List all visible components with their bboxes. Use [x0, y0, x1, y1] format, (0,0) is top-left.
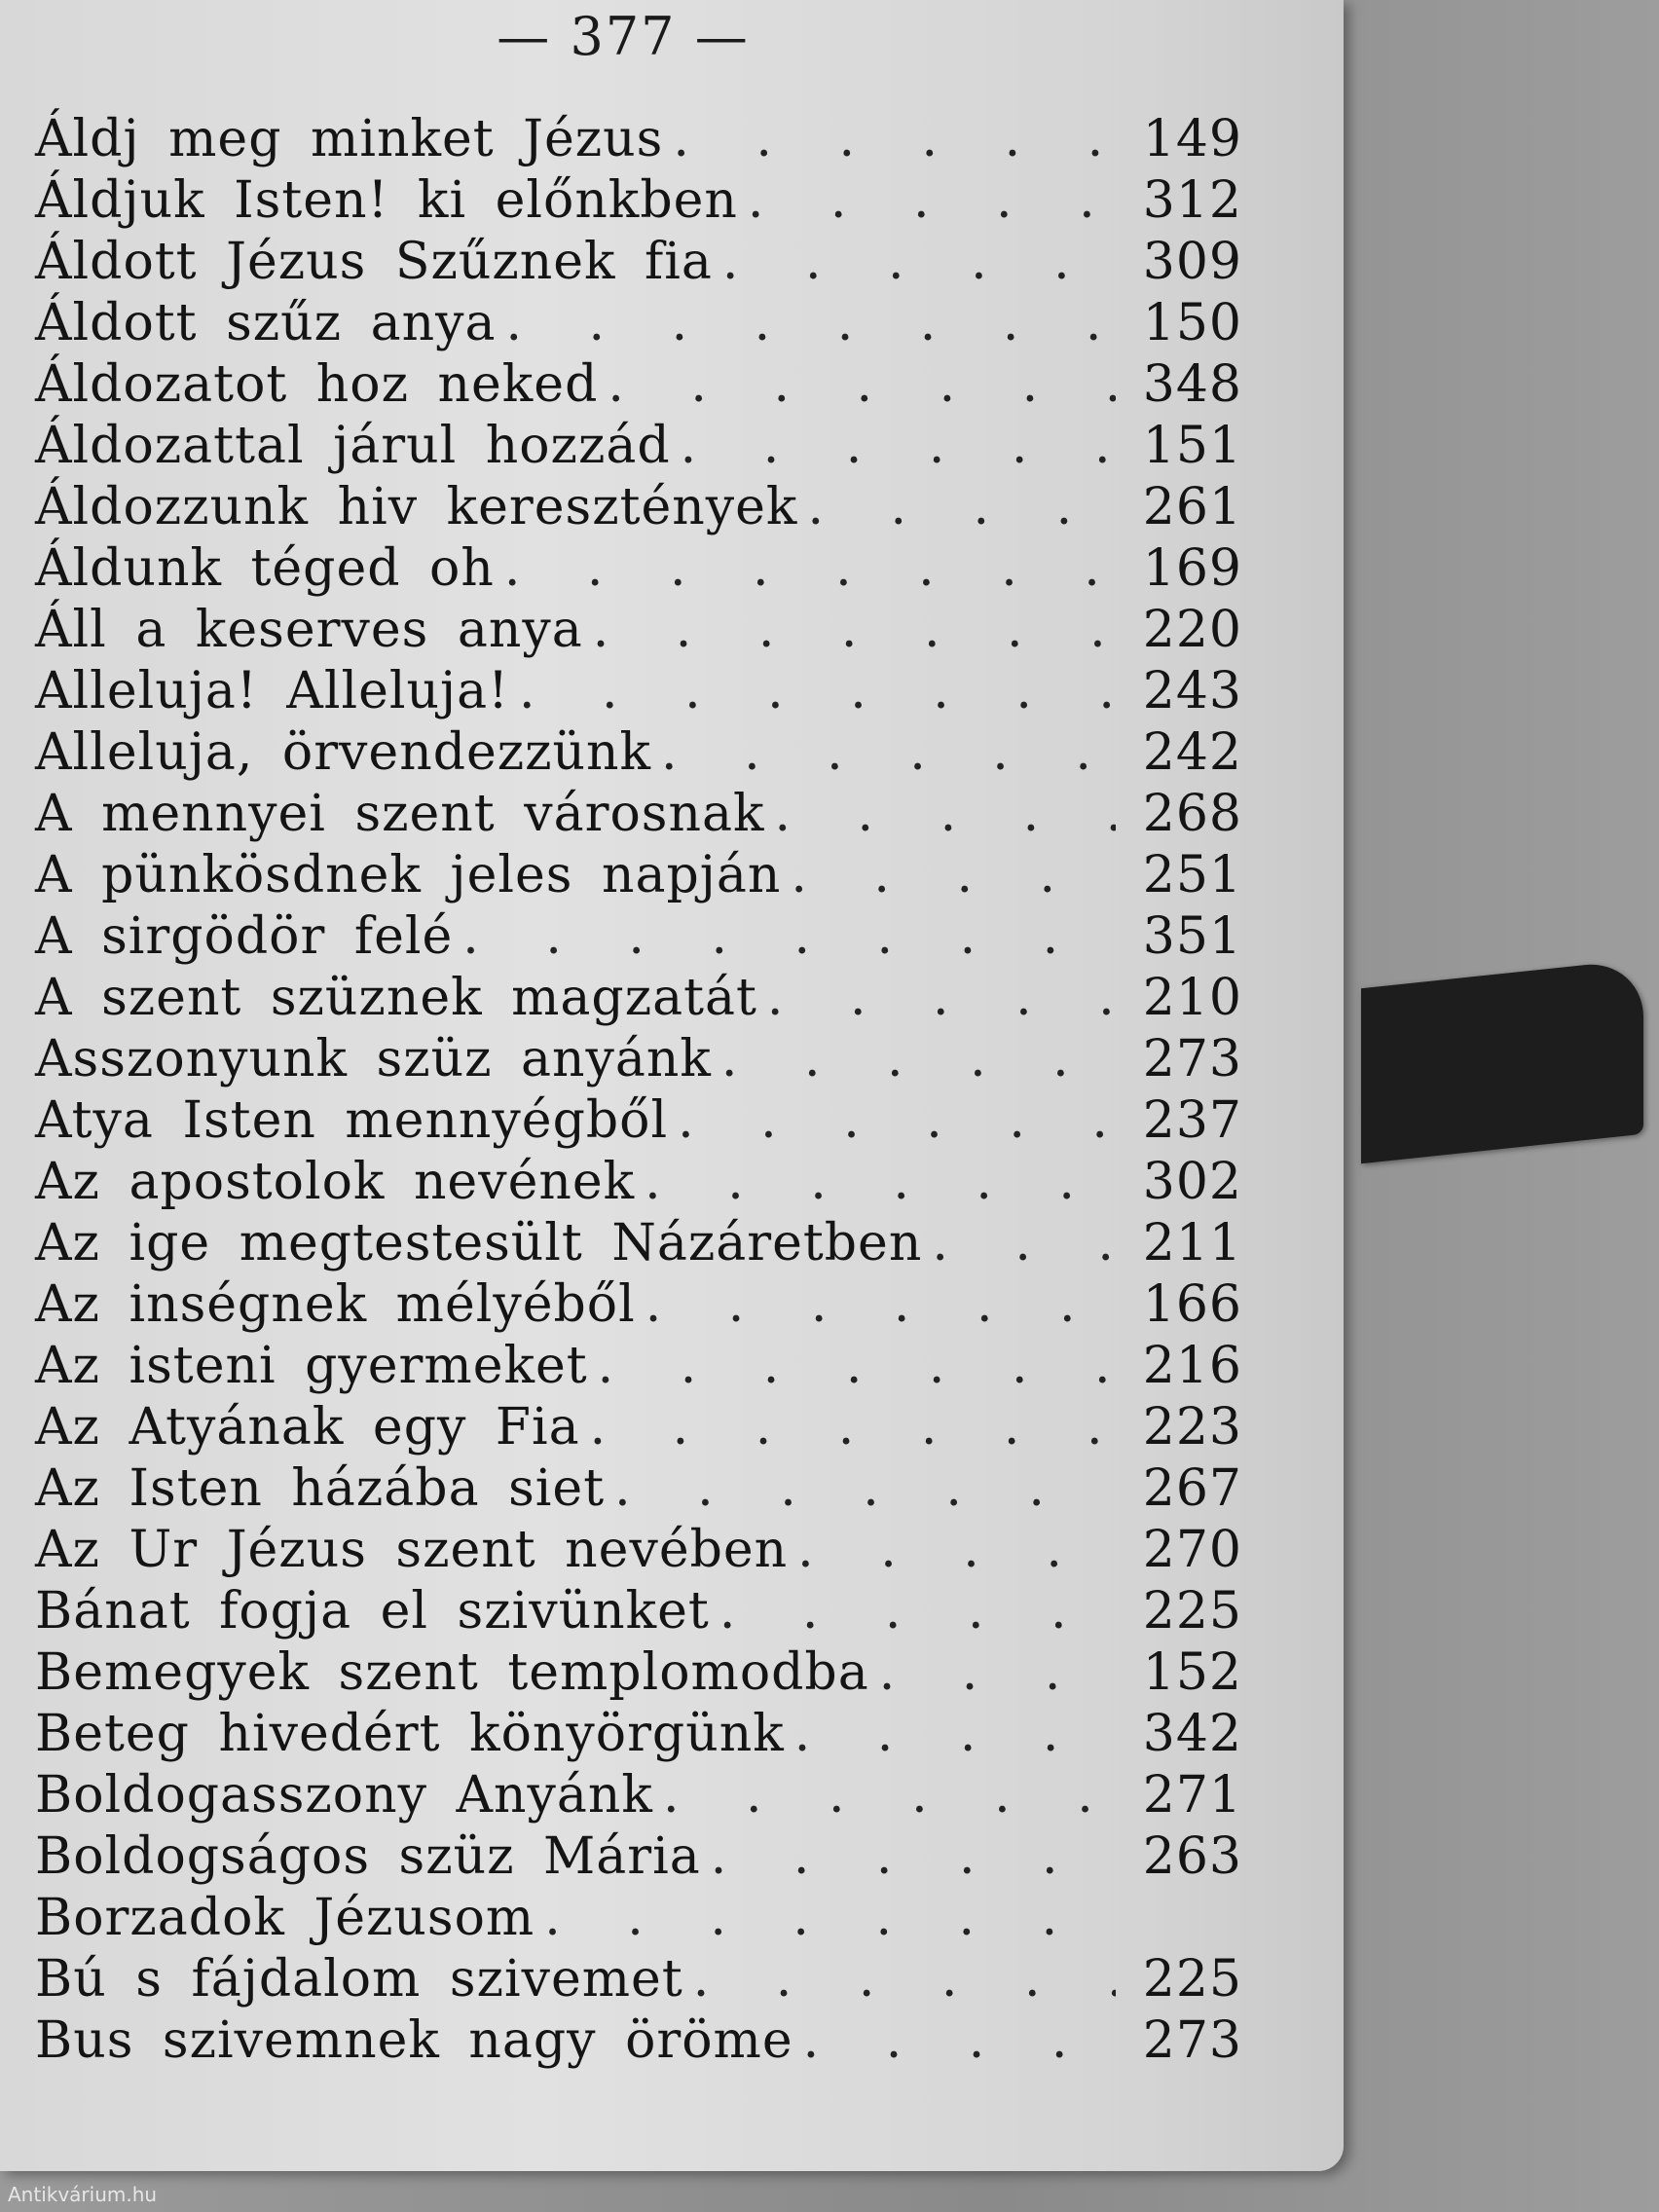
entry-title: Áldunk téged oh: [35, 539, 495, 598]
dot-leader: [544, 1888, 1116, 1949]
entry-page-number: 166: [1142, 1275, 1242, 1334]
dot-leader: [673, 109, 1116, 170]
index-entry: [35, 1152, 1242, 1213]
dot-leader: [794, 1704, 1116, 1765]
entry-title: Az inségnek mélyéből: [35, 1275, 636, 1334]
entry-page-number: 273: [1142, 1030, 1242, 1088]
entry-page-number: 268: [1142, 785, 1242, 843]
bookmark-ribbon: [1361, 959, 1643, 1163]
dot-leader: [719, 1581, 1116, 1642]
entry-page-number: 271: [1142, 1766, 1242, 1825]
dot-leader: [803, 2010, 1116, 2072]
dot-leader: [661, 722, 1116, 784]
entry-page-number: 312: [1142, 171, 1242, 230]
entry-title: Borzadok Jézusom: [35, 1889, 535, 1947]
dot-leader: [932, 1213, 1116, 1274]
entry-page-number: 261: [1142, 478, 1242, 536]
entry-title: Áldozattal járul hozzád: [35, 417, 671, 475]
entry-title: Beteg hivedért könyörgünk: [35, 1705, 785, 1763]
index-entry: [35, 1213, 1242, 1274]
entry-page-number: 351: [1142, 907, 1242, 966]
dot-leader: [505, 293, 1116, 354]
entry-page-number: 243: [1142, 662, 1242, 720]
entry-page-number: 150: [1142, 294, 1242, 352]
index-entry: [35, 1090, 1242, 1152]
index-entry: [35, 600, 1242, 661]
entry-title: Alleluja, örvendezzünk: [35, 723, 652, 782]
entry-title: Boldogasszony Anyánk: [35, 1766, 653, 1825]
index-entry: [35, 845, 1242, 906]
entry-page-number: 263: [1142, 1827, 1242, 1886]
index-entry: [35, 968, 1242, 1029]
index-entry: [35, 722, 1242, 784]
dot-leader: [598, 1336, 1116, 1397]
index-entry: [35, 1888, 1242, 1949]
index-entry: [35, 661, 1242, 722]
dot-leader: [791, 845, 1116, 906]
index-entry: [35, 1458, 1242, 1520]
entry-page-number: 225: [1142, 1582, 1242, 1641]
entry-title: Az Atyának egy Fia: [35, 1398, 580, 1456]
index-entry: [35, 109, 1242, 170]
entry-title: Az Ur Jézus szent nevében: [35, 1521, 789, 1579]
entry-page-number: 149: [1142, 110, 1242, 168]
entry-title: Az Isten házába siet: [35, 1459, 606, 1518]
index-entry: [35, 232, 1242, 293]
entry-title: Asszonyunk szüz anyánk: [35, 1030, 712, 1088]
dot-leader: [721, 1029, 1116, 1090]
dot-leader: [645, 1152, 1116, 1213]
index-entry: [35, 538, 1242, 600]
entry-title: Bus szivemnek nagy öröme: [35, 2011, 793, 2070]
entry-title: Áldott Jézus Szűznek fia: [35, 233, 713, 291]
dot-leader: [711, 1826, 1116, 1888]
page-number: — 377 —: [497, 6, 750, 67]
entry-page-number: 267: [1142, 1459, 1242, 1518]
entry-title: Bánat fogja el szivünket: [35, 1582, 710, 1641]
entry-page-number: 216: [1142, 1337, 1242, 1395]
dot-leader: [678, 1090, 1116, 1152]
dot-leader: [645, 1274, 1116, 1336]
entry-page-number: 273: [1142, 2011, 1242, 2070]
watermark: Antikvárium.hu: [8, 2183, 158, 2206]
dot-leader: [504, 538, 1116, 600]
dot-leader: [519, 661, 1116, 722]
entry-page-number: 242: [1142, 723, 1242, 782]
index-entry: [35, 170, 1242, 232]
index-entry: [35, 1765, 1242, 1826]
entry-title: A mennyei szent városnak: [35, 785, 765, 843]
entry-title: Áldjuk Isten! ki előnkben: [35, 171, 738, 230]
entry-page-number: 309: [1142, 233, 1242, 291]
dot-leader: [807, 477, 1116, 538]
entry-title: Áll a keserves anya: [35, 601, 583, 659]
index-entry: [35, 1949, 1242, 2010]
dot-leader: [462, 906, 1116, 968]
entry-title: A sirgödör felé: [35, 907, 454, 966]
index-entry: [35, 1826, 1242, 1888]
entry-title: Bú s fájdalom szivemet: [35, 1950, 683, 2009]
entry-title: Az ige megtestesült Názáretben: [35, 1214, 923, 1272]
dot-leader: [797, 1520, 1116, 1581]
dot-leader: [748, 170, 1116, 232]
dot-leader: [681, 416, 1116, 477]
entry-page-number: 169: [1142, 539, 1242, 598]
index-entry: [35, 1029, 1242, 1090]
entry-page-number: 225: [1142, 1950, 1242, 2009]
index-entry: [35, 354, 1242, 416]
index-entry: [35, 416, 1242, 477]
dot-leader: [879, 1642, 1116, 1704]
entry-page-number: 302: [1142, 1153, 1242, 1211]
entry-page-number: 237: [1142, 1091, 1242, 1150]
entry-page-number: 210: [1142, 969, 1242, 1027]
index-list: [35, 109, 1242, 2072]
entry-title: Bemegyek szent templomodba: [35, 1643, 869, 1702]
dot-leader: [767, 968, 1116, 1029]
dot-leader: [614, 1458, 1116, 1520]
index-entry: [35, 1336, 1242, 1397]
dot-leader: [608, 354, 1116, 416]
index-entry: [35, 1642, 1242, 1704]
index-entry: [35, 1274, 1242, 1336]
entry-title: Áldott szűz anya: [35, 294, 497, 352]
dot-leader: [722, 232, 1116, 293]
entry-page-number: 223: [1142, 1398, 1242, 1456]
index-entry: [35, 1520, 1242, 1581]
entry-page-number: 348: [1142, 355, 1242, 414]
index-entry: [35, 906, 1242, 968]
entry-title: Boldogságos szüz Mária: [35, 1827, 701, 1886]
entry-page-number: 270: [1142, 1521, 1242, 1579]
index-entry: [35, 293, 1242, 354]
index-entry: [35, 2010, 1242, 2072]
entry-page-number: 220: [1142, 601, 1242, 659]
dot-leader: [663, 1765, 1116, 1826]
entry-page-number: 152: [1142, 1643, 1242, 1702]
dot-leader: [774, 784, 1116, 845]
entry-page-number: 342: [1142, 1705, 1242, 1763]
entry-title: Áldozatot hoz neked: [35, 355, 599, 414]
entry-title: Atya Isten mennyégből: [35, 1091, 669, 1150]
dot-leader: [693, 1949, 1116, 2010]
index-entry: [35, 1397, 1242, 1458]
entry-title: A szent szüznek magzatát: [35, 969, 757, 1027]
dot-leader: [593, 600, 1116, 661]
index-entry: [35, 1704, 1242, 1765]
entry-title: Az apostolok nevének: [35, 1153, 636, 1211]
entry-title: Az isteni gyermeket: [35, 1337, 588, 1395]
entry-title: A pünkösdnek jeles napján: [35, 846, 782, 904]
entry-title: Áldozzunk hiv keresztények: [35, 478, 798, 536]
entry-title: Áldj meg minket Jézus: [35, 110, 664, 168]
index-entry: [35, 784, 1242, 845]
entry-title: Alleluja! Alleluja!: [35, 662, 509, 720]
index-entry: [35, 477, 1242, 538]
dot-leader: [590, 1397, 1116, 1458]
entry-page-number: 211: [1142, 1214, 1242, 1272]
entry-page-number: 251: [1142, 846, 1242, 904]
index-entry: [35, 1581, 1242, 1642]
entry-page-number: 151: [1142, 417, 1242, 475]
